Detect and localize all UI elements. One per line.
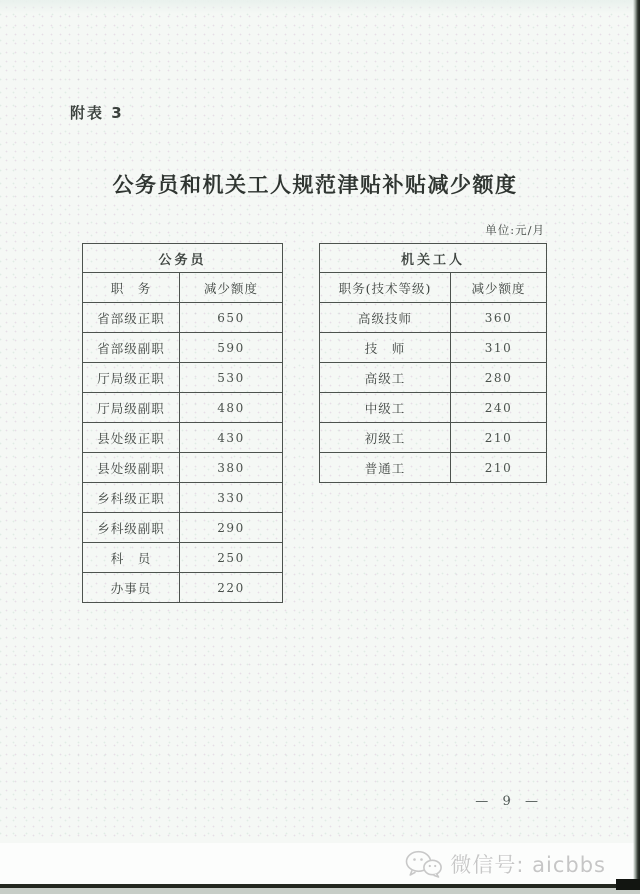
amount-cell: 280 — [451, 363, 547, 393]
scan-edge-bottom-gray — [0, 888, 640, 894]
table-row — [83, 333, 283, 363]
amount-cell: 210 — [451, 453, 547, 483]
table-row — [83, 303, 283, 333]
table-row — [83, 363, 283, 393]
position-cell: 初级工 — [320, 423, 451, 453]
table-row — [320, 333, 547, 363]
document-title: 公务员和机关工人规范津贴补贴减少额度 — [112, 173, 518, 197]
position-cell: 高级工 — [320, 363, 451, 393]
table-row — [320, 363, 547, 393]
amount-cell: 480 — [180, 393, 283, 423]
position-cell: 县处级副职 — [83, 453, 180, 483]
position-cell: 省部级正职 — [83, 303, 180, 333]
table-row — [83, 483, 283, 513]
position-cell: 中级工 — [320, 393, 451, 423]
position-cell: 办事员 — [83, 573, 180, 603]
amount-cell: 360 — [451, 303, 547, 333]
position-cell: 技 师 — [320, 333, 451, 363]
position-cell: 省部级副职 — [83, 333, 180, 363]
agency-workers-table — [319, 243, 547, 483]
annex-label: 附表 3 — [70, 104, 124, 122]
amount-cell: 530 — [180, 363, 283, 393]
position-cell: 乡科级正职 — [83, 483, 180, 513]
column-header-amount: 减少额度 — [180, 273, 283, 303]
table-row — [83, 423, 283, 453]
amount-cell: 330 — [180, 483, 283, 513]
watermark-strip — [0, 843, 634, 884]
amount-cell: 380 — [180, 453, 283, 483]
scan-corner-shadow — [616, 879, 640, 890]
column-header-position: 职 务 — [83, 273, 180, 303]
table-row — [83, 513, 283, 543]
position-cell: 科 员 — [83, 543, 180, 573]
unit-note: 单位:元/月 — [485, 223, 545, 237]
amount-cell: 250 — [180, 543, 283, 573]
column-header-position: 职务(技术等级) — [320, 273, 451, 303]
amount-cell: 220 — [180, 573, 283, 603]
position-cell: 普通工 — [320, 453, 451, 483]
amount-cell: 430 — [180, 423, 283, 453]
position-cell: 高级技师 — [320, 303, 451, 333]
table-row — [83, 453, 283, 483]
table-row — [83, 393, 283, 423]
table-row — [320, 423, 547, 453]
page-number: — 9 — — [475, 794, 540, 809]
civil-servants-table — [82, 243, 283, 603]
amount-cell: 310 — [451, 333, 547, 363]
table-title: 机关工人 — [320, 244, 547, 273]
table-row — [83, 573, 283, 603]
scan-edge-right — [633, 0, 640, 894]
table-row — [320, 303, 547, 333]
table-row — [320, 393, 547, 423]
position-cell: 县处级正职 — [83, 423, 180, 453]
watermark-text: 微信号: aicbbs — [450, 852, 606, 877]
amount-cell: 240 — [451, 393, 547, 423]
position-cell: 厅局级副职 — [83, 393, 180, 423]
table-title: 公务员 — [83, 244, 283, 273]
table-row — [320, 453, 547, 483]
table-row — [83, 543, 283, 573]
amount-cell: 290 — [180, 513, 283, 543]
amount-cell: 650 — [180, 303, 283, 333]
wechat-icon — [405, 850, 443, 878]
amount-cell: 210 — [451, 423, 547, 453]
position-cell: 乡科级副职 — [83, 513, 180, 543]
amount-cell: 590 — [180, 333, 283, 363]
position-cell: 厅局级正职 — [83, 363, 180, 393]
column-header-amount: 减少额度 — [451, 273, 547, 303]
